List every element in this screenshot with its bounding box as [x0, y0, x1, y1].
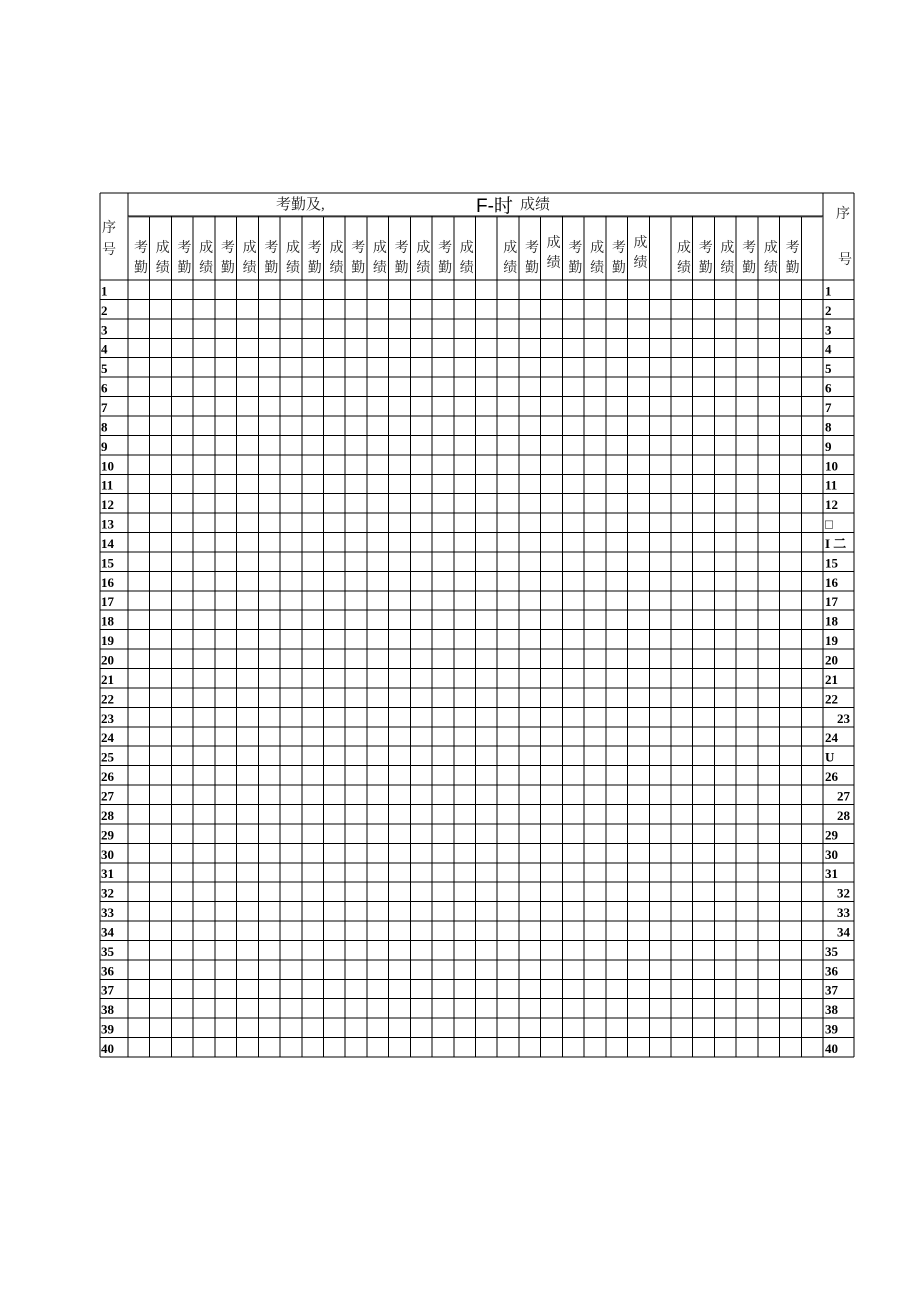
- row-number-right: 32: [837, 885, 850, 901]
- sheet-title-mid: F-时: [476, 196, 513, 217]
- row-number-left: 28: [101, 807, 114, 823]
- column-header-char: 考: [351, 241, 366, 256]
- column-header-char: 勤: [742, 261, 757, 276]
- row-number-left: 3: [101, 322, 108, 338]
- column-header-char: 勤: [177, 261, 192, 276]
- column-header-char: 绩: [329, 261, 344, 276]
- row-number-right: 12: [825, 497, 838, 513]
- row-number-left: 22: [101, 691, 114, 707]
- column-header-char: 考: [698, 241, 713, 256]
- row-number-left: 33: [101, 905, 114, 921]
- row-number-right: 37: [825, 982, 838, 998]
- right-serial-header-top: 序: [836, 207, 850, 222]
- row-number-left: 11: [101, 477, 114, 493]
- row-number-right: 17: [825, 594, 838, 610]
- row-number-right: □: [825, 516, 833, 532]
- column-header-char: 成: [329, 241, 344, 256]
- column-header-char: 勤: [134, 261, 148, 276]
- row-number-left: 14: [101, 535, 114, 551]
- row-number-right: 18: [825, 613, 838, 629]
- column-headers: [134, 234, 800, 276]
- column-header-char: 考: [611, 241, 626, 256]
- row-number-right: 24: [825, 730, 838, 746]
- row-number-left: 26: [101, 769, 114, 785]
- row-number-right: 29: [825, 827, 838, 843]
- column-header-char: 绩: [546, 256, 561, 271]
- row-number-left: 6: [101, 380, 108, 396]
- row-number-right: 4: [825, 341, 832, 357]
- column-header-char: 勤: [524, 261, 539, 276]
- column-header-char: 考: [438, 241, 453, 256]
- column-header-char: 绩: [155, 261, 170, 276]
- column-header-char: 考: [742, 241, 757, 256]
- row-number-right: 23: [837, 710, 850, 726]
- column-header-char: 考: [177, 241, 192, 256]
- row-number-left: 37: [101, 982, 114, 998]
- row-number-left: 20: [101, 652, 114, 668]
- column-header-char: 成: [459, 241, 474, 256]
- row-number-left: 10: [101, 458, 114, 474]
- column-header-char: 绩: [590, 261, 605, 276]
- row-number-right: 39: [825, 1021, 838, 1037]
- column-header-char: 绩: [720, 261, 735, 276]
- row-number-right: 22: [825, 691, 838, 707]
- row-number-left: 4: [101, 341, 108, 357]
- column-header-char: 勤: [220, 261, 235, 276]
- row-number-right: 6: [825, 380, 832, 396]
- column-header-char: 勤: [611, 261, 626, 276]
- column-header-char: 绩: [286, 261, 301, 276]
- row-number-right: I 二: [825, 535, 847, 551]
- row-number-left: 23: [101, 710, 114, 726]
- column-header-char: 考: [134, 241, 148, 256]
- row-number-left: 40: [101, 1041, 114, 1056]
- row-number-left: 32: [101, 885, 114, 901]
- row-number-left: 21: [101, 671, 114, 687]
- row-number-right: 5: [825, 361, 832, 377]
- column-header-char: 成: [590, 241, 605, 256]
- row-number-right: 28: [837, 807, 850, 823]
- row-number-right: 7: [825, 399, 832, 415]
- row-number-left: 30: [101, 846, 114, 862]
- column-header-char: 成: [242, 241, 257, 256]
- row-number-right: 21: [825, 671, 838, 687]
- table-grid: [100, 193, 854, 1057]
- column-header-char: 绩: [763, 261, 778, 276]
- column-header-char: 勤: [394, 261, 409, 276]
- row-number-right: 2: [825, 302, 832, 318]
- row-number-left: 31: [101, 866, 114, 882]
- row-number-right: U: [825, 749, 835, 765]
- row-number-right: 36: [825, 963, 838, 979]
- row-number-left: 35: [101, 943, 114, 959]
- column-header-char: 绩: [199, 261, 214, 276]
- column-header-char: 考: [307, 241, 322, 256]
- row-number-left: 19: [101, 633, 114, 649]
- row-number-right: 1: [825, 283, 832, 299]
- row-number-left: 7: [101, 399, 108, 415]
- column-header-char: 考: [220, 241, 235, 256]
- column-header-char: 成: [546, 236, 561, 251]
- row-number-left: 17: [101, 594, 114, 610]
- row-number-right: 38: [825, 1002, 838, 1018]
- column-header-char: 勤: [568, 261, 583, 276]
- column-header-char: 勤: [351, 261, 366, 276]
- column-header-char: 绩: [459, 261, 474, 276]
- column-header-char: 绩: [242, 261, 257, 276]
- column-header-char: 成: [720, 241, 735, 256]
- right-serial-header-bottom: 号: [838, 253, 852, 268]
- column-header-char: 成: [155, 241, 170, 256]
- column-header-char: 成: [199, 241, 214, 256]
- row-number-left: 12: [101, 497, 114, 513]
- row-number-right: 33: [837, 905, 850, 921]
- row-number-right: 11: [825, 477, 838, 493]
- row-number-left: 8: [101, 419, 108, 435]
- column-header-char: 考: [264, 241, 279, 256]
- row-number-left: 34: [101, 924, 114, 940]
- column-header-char: 绩: [633, 256, 648, 271]
- row-number-left: 29: [101, 827, 114, 843]
- row-number-left: 15: [101, 555, 114, 571]
- column-header-char: 绩: [503, 261, 518, 276]
- row-number-right: 9: [825, 438, 832, 454]
- row-number-right: 16: [825, 574, 838, 590]
- column-header-char: 成: [763, 241, 778, 256]
- left-serial-header-bottom: 号: [102, 243, 116, 258]
- row-number-right: 26: [825, 769, 838, 785]
- column-header-char: 考: [394, 241, 409, 256]
- column-header-char: 成: [286, 241, 301, 256]
- column-header-char: 考: [568, 241, 583, 256]
- row-number-right: 8: [825, 419, 832, 435]
- column-header-char: 考: [524, 241, 539, 256]
- column-header-char: 勤: [785, 261, 800, 276]
- row-number-left: 25: [101, 749, 114, 765]
- row-number-left: 38: [101, 1002, 114, 1018]
- row-number-left: 39: [101, 1021, 114, 1037]
- sheet-title-right: 成绩: [520, 197, 551, 213]
- column-header-char: 成: [372, 241, 387, 256]
- row-number-left: 24: [101, 730, 114, 746]
- row-number-right: 40: [825, 1041, 838, 1056]
- left-serial-header-top: 序: [102, 221, 116, 236]
- row-number-right: 15: [825, 555, 838, 571]
- row-number-right: 27: [837, 788, 850, 804]
- row-number-left: 2: [101, 302, 108, 318]
- row-number-right: 35: [825, 943, 838, 959]
- column-header-char: 考: [785, 241, 800, 256]
- column-header-char: 成: [633, 236, 648, 251]
- column-header-char: 成: [503, 241, 518, 256]
- column-header-char: 绩: [416, 261, 431, 276]
- column-header-char: 绩: [372, 261, 387, 276]
- row-number-left: 18: [101, 613, 114, 629]
- column-header-char: 勤: [307, 261, 322, 276]
- row-number-right: 31: [825, 866, 838, 882]
- sheet-title-left: 考勤及,: [276, 197, 325, 213]
- column-header-char: 成: [676, 241, 691, 256]
- column-header-char: 勤: [264, 261, 279, 276]
- column-header-char: 绩: [676, 261, 691, 276]
- row-number-left: 13: [101, 516, 114, 532]
- row-number-left: 1: [101, 283, 108, 299]
- row-number-right: 30: [825, 846, 838, 862]
- column-header-char: 成: [416, 241, 431, 256]
- row-number-left: 16: [101, 574, 114, 590]
- row-number-left: 9: [101, 438, 108, 454]
- row-number-right: 3: [825, 322, 832, 338]
- column-header-char: 勤: [438, 261, 453, 276]
- row-number-right: 19: [825, 633, 838, 649]
- row-number-right: 34: [837, 924, 850, 940]
- column-header-char: 勤: [698, 261, 713, 276]
- row-number-right: 10: [825, 458, 838, 474]
- row-number-left: 36: [101, 963, 114, 979]
- row-number-left: 27: [101, 788, 114, 804]
- row-number-right: 20: [825, 652, 838, 668]
- row-number-left: 5: [101, 361, 108, 377]
